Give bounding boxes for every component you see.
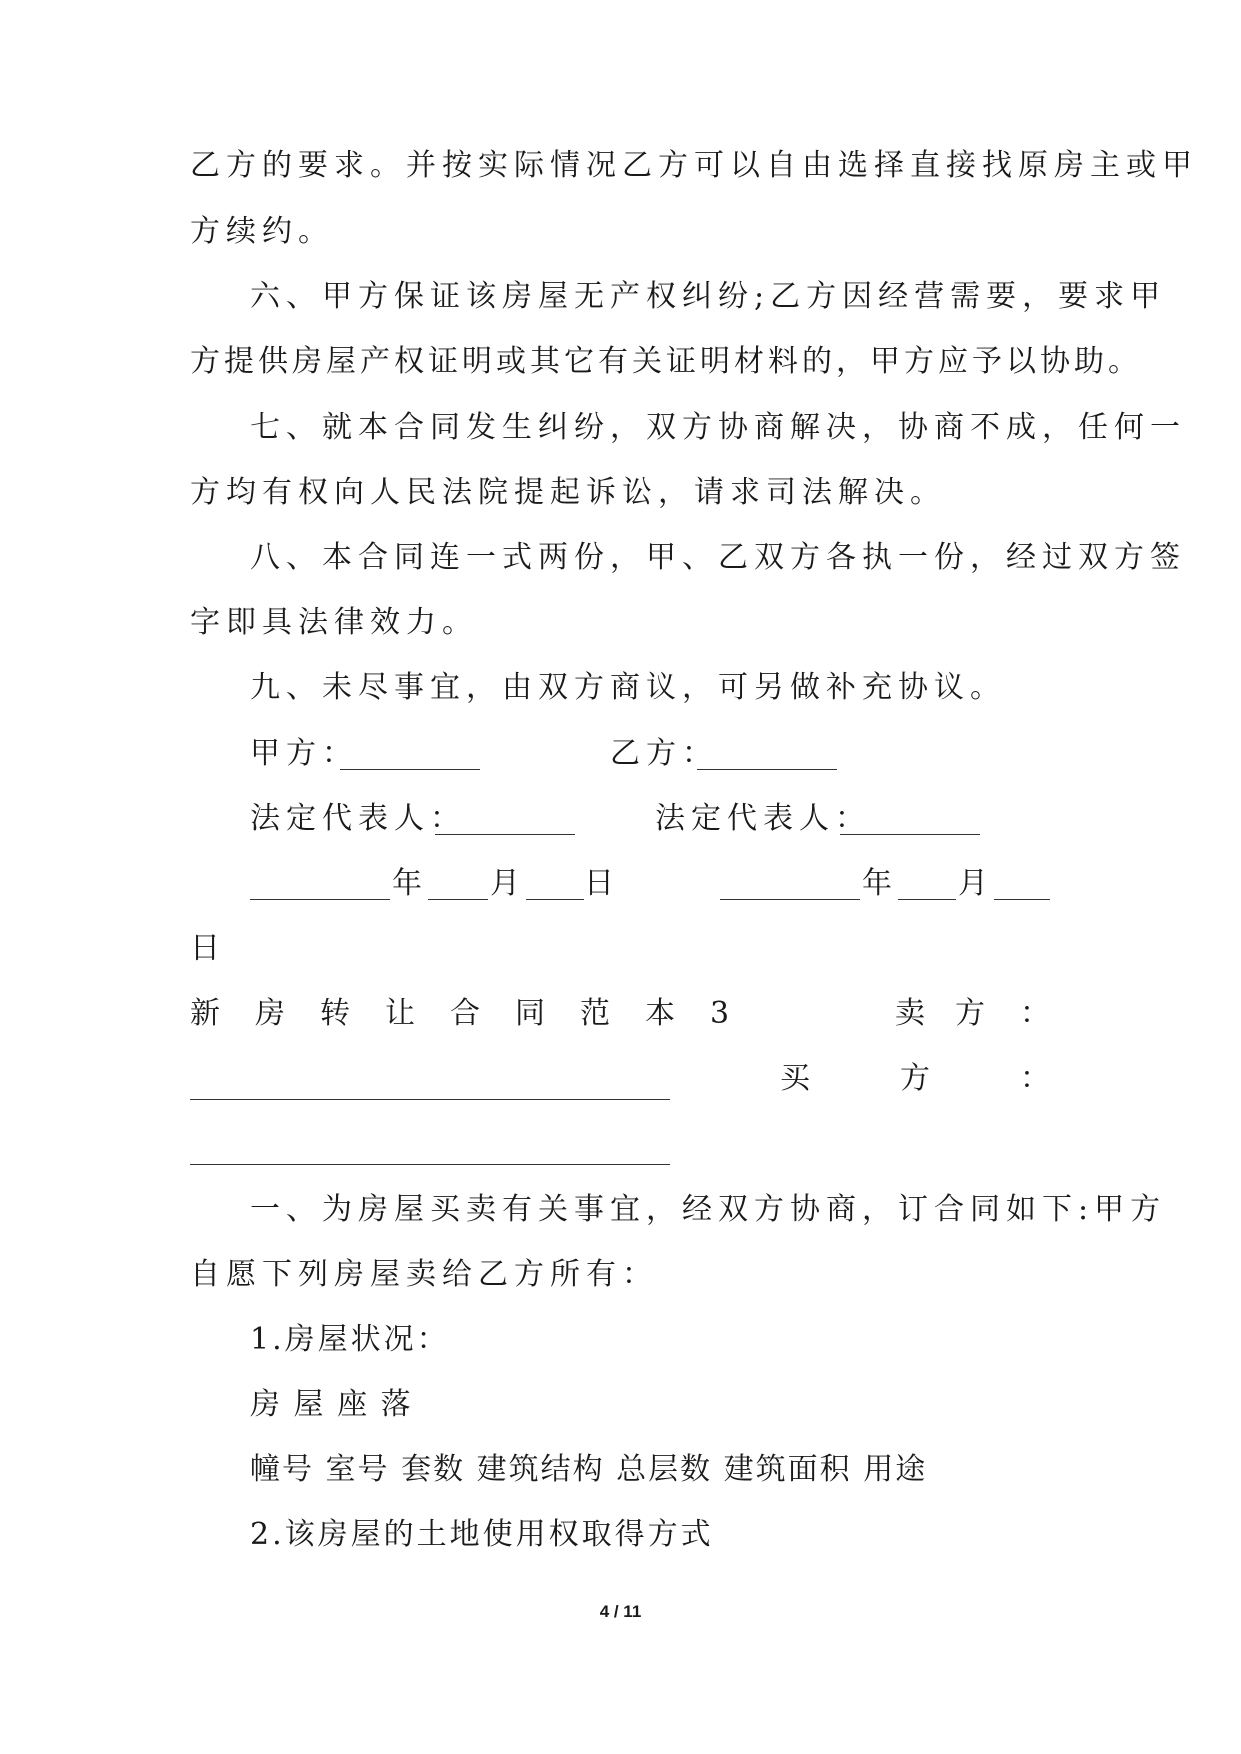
buyer-char: 买 [780, 1061, 816, 1096]
paragraph-line: 乙方的要求。并按实际情况乙方可以自由选择直接找原房主或甲 [190, 148, 1198, 183]
party-b-blank [697, 768, 837, 770]
seller-char: 卖 [895, 996, 931, 1031]
date-b-year: 年 [862, 866, 898, 901]
buyer-char: 方 [900, 1061, 936, 1096]
buyer-blank [190, 1163, 670, 1165]
heading-char: 范 [580, 996, 616, 1031]
paragraph-line: 六、甲方保证该房屋无产权纠纷;乙方因经营需要，要求甲 [250, 279, 1167, 314]
date-a-month: 月 [490, 866, 526, 901]
date-a-day: 日 [584, 866, 620, 901]
page-number: 4 / 11 [599, 1602, 642, 1621]
paragraph-line: 自愿下列房屋卖给乙方所有： [190, 1257, 658, 1292]
date-b-month-blank [898, 898, 956, 900]
paragraph-line: 房 屋 座 落 [250, 1387, 413, 1422]
heading-char: 合 [450, 996, 486, 1031]
date-a-day-blank [526, 898, 584, 900]
paragraph-line: 一、为房屋买卖有关事宜，经双方协商，订合同如下:甲方 [250, 1192, 1167, 1227]
party-b-label: 乙方： [610, 736, 718, 771]
rep-a-label: 法定代表人： [250, 801, 466, 836]
rep-a-blank [435, 833, 575, 835]
paragraph-line: 1.房屋状况： [250, 1322, 450, 1357]
seller-char: ： [1020, 996, 1056, 1031]
paragraph-line: 八、本合同连一式两份，甲、乙双方各执一份，经过双方签 [250, 540, 1186, 575]
heading-char: 转 [320, 996, 356, 1031]
heading-char: 3 [710, 996, 736, 1031]
paragraph-line: 九、未尽事宜，由双方商议，可另做补充协议。 [250, 670, 1006, 705]
seller-char: 方 [955, 996, 991, 1031]
date-b-month: 月 [958, 866, 994, 901]
party-a-blank [340, 768, 480, 770]
heading-char: 本 [645, 996, 681, 1031]
date-a-year-blank [250, 898, 390, 900]
date-b-year-blank [720, 898, 860, 900]
date-a-month-blank [428, 898, 488, 900]
buyer-char: ： [1020, 1061, 1056, 1096]
seller-blank [190, 1098, 670, 1100]
paragraph-line: 七、就本合同发生纠纷，双方协商解决，协商不成，任何一 [250, 410, 1186, 445]
date-b-day-blank [994, 898, 1050, 900]
rep-b-blank [840, 833, 980, 835]
paragraph-line: 2.该房屋的土地使用权取得方式 [250, 1517, 714, 1552]
heading-char: 房 [255, 996, 291, 1031]
paragraph-line: 字即具法律效力。 [190, 605, 478, 640]
rep-b-label: 法定代表人： [655, 801, 871, 836]
paragraph-line: 方续约。 [190, 214, 334, 249]
paragraph-line: 方均有权向人民法院提起诉讼，请求司法解决。 [190, 475, 946, 510]
heading-char: 新 [190, 996, 226, 1031]
paragraph-line: 幢号 室号 套数 建筑结构 总层数 建筑面积 用途 [250, 1452, 928, 1487]
paragraph-line: 方提供房屋产权证明或其它有关证明材料的，甲方应予以协助。 [190, 344, 1142, 379]
party-a-label: 甲方： [250, 736, 358, 771]
heading-char: 同 [515, 996, 551, 1031]
date-a-year: 年 [392, 866, 428, 901]
heading-char: 让 [385, 996, 421, 1031]
date-b-day: 日 [190, 931, 226, 966]
